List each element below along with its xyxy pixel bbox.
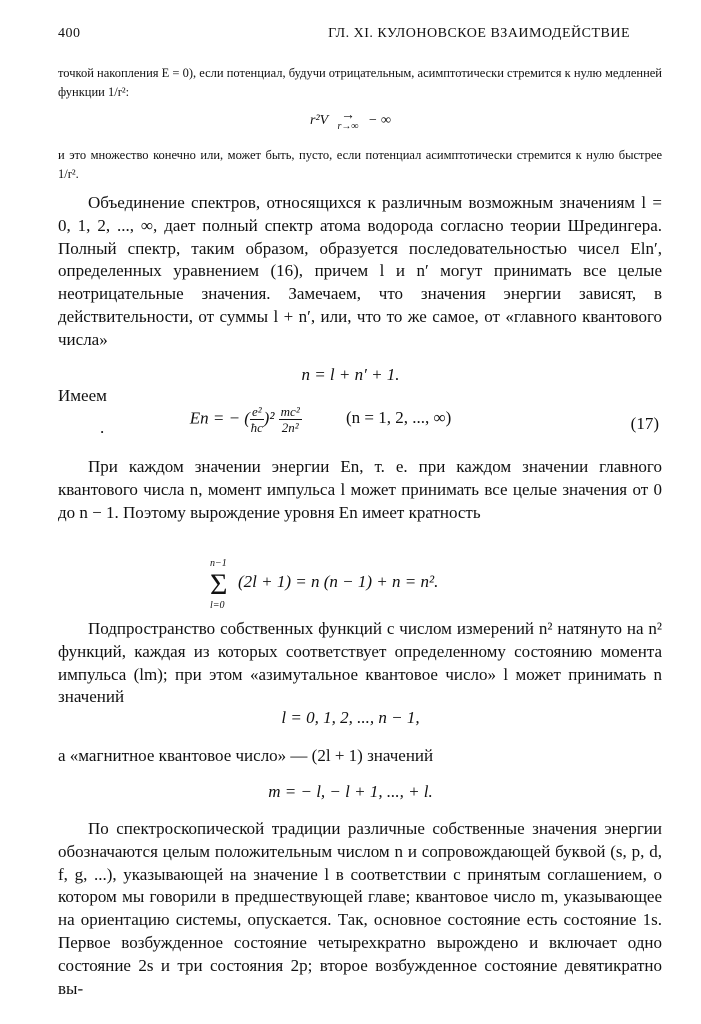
limit-formula: r²V → r→∞ − ∞ bbox=[310, 108, 391, 132]
paragraph-2: При каждом значении энергии En, т. е. при каждом значении главного квантового числа n, момент импульса l может принимать все целые значения от 0 до n − 1. Поэтому вырождение уровня En имеет кратность bbox=[58, 457, 662, 522]
sum-formula: n−1 Σ l=0 (2l + 1) = n (n − 1) + n = n². bbox=[210, 558, 439, 611]
equation-number-17: (17) bbox=[630, 414, 659, 433]
chapter-title: ГЛ. XI. КУЛОНОВСКОЕ ВЗАИМОДЕЙСТВИЕ bbox=[328, 26, 630, 41]
fraction-mc2-2n2: $\frac{\text{mc²}}{\text{2n²}}$ bbox=[280, 404, 300, 435]
formula-m: m = − l, − l + 1, ..., + l. bbox=[268, 782, 433, 801]
label-imeem: Имеем bbox=[58, 386, 107, 405]
paragraph-1: Объединение спектров, относящихся к различным возможным значениям l = 0, 1, 2, ..., ∞, дает полный спектр атома водорода согласно теории Шредингера. Полный спектр, таким образом, образуется последовательностью чисел Eln′, определенных уравнением (16), причем l и n′ могут принимать все целые неотрицательные значения. Замечаем, что значения энергии зависят, в действительности, от суммы l + n′, или, что то же самое, от «главного квантового числа» bbox=[58, 193, 662, 349]
energy-formula: En = − ( $\frac{\text{e²}}{ħc}$ )² $\frac{\text{mc²}}{\text{2n²}}$ (n = 1, 2, ..., ∞) bbox=[189, 404, 452, 435]
page-number: 400 bbox=[58, 26, 81, 41]
formula-n: n = l + n′ + 1. bbox=[301, 365, 400, 384]
paragraph-3: Подпространство собственных функций с числом измерений n² натянуто на n² функций, каждая из которых соответствует определенному состоянию момента импульса (lm); при этом «азимутальное квантовое число» l может принимать n значений bbox=[58, 619, 662, 707]
page-header bbox=[58, 26, 662, 46]
magnetic-number-line: а «магнитное квантовое число» — (2l + 1) значений bbox=[58, 746, 434, 765]
sigma-symbol: Σ bbox=[210, 568, 228, 601]
formula-l: l = 0, 1, 2, ..., n − 1, bbox=[281, 708, 420, 727]
small-paragraph-2: и это множество конечно или, может быть, пусто, если потенциал асимптотически стремится к нулю быстрее 1/r². bbox=[58, 148, 662, 181]
dot-mark: . bbox=[100, 418, 105, 437]
paragraph-4: По спектроскопической традиции различные собственные значения энергии обозначаются целым положительным числом n и сопровождающей буквой (s, p, d, f, g, ...), указывающей на значение l в соответствии с принятым соглашением, о котором мы говорили в предшествующей главе; квантовое число m, указывающее на ориентацию системы, опускается. Так, основное состояние есть состояние 1s. Первое возбужденное состояние четырехкратно вырождено и включает одно состояние 2s и три состояния 2p; второе возбужденное состояние девятикратно вы- bbox=[58, 819, 662, 998]
small-paragraph-1: точкой накопления E = 0), если потенциал, будучи отрицательным, асимптотически стремится к нулю медленней функции 1/r²: bbox=[58, 66, 662, 99]
fraction-e2-hc: $\frac{\text{e²}}{ħc}$ bbox=[250, 404, 263, 435]
